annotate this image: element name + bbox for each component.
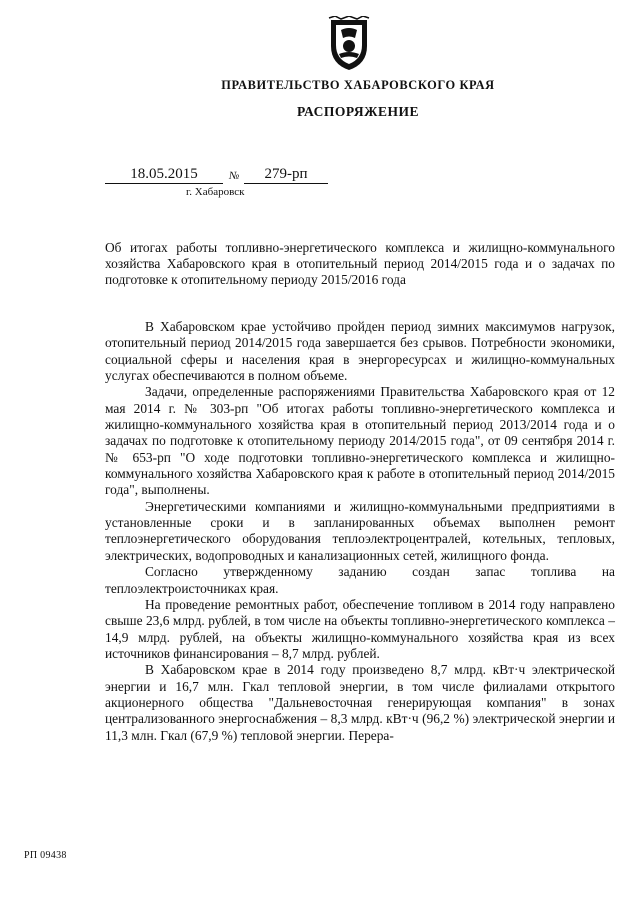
paragraph: Согласно утвержденному заданию создан запас топлива на теплоэлектроисточниках края.: [105, 564, 615, 596]
paragraph: Энергетическими компаниями и жилищно-коммунальными предприятиями в установленные сроки и в запланированных объемах выполнен ремонт теплоэнергетического оборудования теплоэлектроцентралей, котельных, тепловых, электрических, водопроводных и канализационных сетей, жилищного фонда.: [105, 498, 615, 563]
document-date: 18.05.2015: [105, 166, 223, 184]
paragraph: На проведение ремонтных работ, обеспечение топливом в 2014 году направлено свыше 23,6 млрд. рублей, в том числе на объекты топливно-энергетического комплекса – 14,9 млрд. рублей, на объекты жилищно-коммунального хозяйства края из всех источников финансирования – 8,7 млрд. рублей.: [105, 596, 615, 661]
paragraph: Задачи, определенные распоряжениями Правительства Хабаровского края от 12 мая 2014 г. № 303-рп "Об итогах работы топливно-энергетического комплекса и жилищно-коммунального хозяйства края в отопительный период 2013/2014 года и о задачах по подготовке к отопительному периоду 2014/2015 года", от 09 сентября 2014 г. № 653-рп "О ходе подготовки топливно-энергетического комплекса и жилищно-коммунального хозяйства Хабаровского края к работе в отопительный период 2014/2015 года", выполнены.: [105, 384, 615, 498]
number-sign: №: [229, 170, 240, 182]
footer-code: РП 09438: [24, 850, 67, 861]
document-body: [105, 319, 615, 744]
paragraph: В Хабаровском крае в 2014 году произведено 8,7 млрд. кВт·ч электрической энергии и 16,7 млн. Гкал тепловой энергии, в том числе филиалами открытого акционерного общества "Дальневосточная генерирующая компания" в зонах централизованного энергоснабжения – 8,3 млрд. кВт·ч (96,2 %) электрической энергии и 11,3 млн. Гкал (67,9 %) тепловой энергии. Перера-: [105, 662, 615, 743]
document-subject: Об итогах работы топливно-энергетического комплекса и жилищно-коммунального хозяйства Хабаровского края в отопительный период 2014/2015 года и о задачах по подготовке к отопительному периоду 2015/2016 года: [105, 240, 615, 287]
coat-of-arms-icon: [327, 16, 371, 72]
document-type: РАСПОРЯЖЕНИЕ: [296, 104, 420, 119]
document-city: г. Хабаровск: [186, 186, 245, 198]
government-title: ПРАВИТЕЛЬСТВО ХАБАРОВСКОГО КРАЯ: [221, 78, 495, 92]
paragraph: В Хабаровском крае устойчиво пройден период зимних максимумов нагрузок, отопительный период 2014/2015 года завершается без срывов. Потребности экономики, социальной сферы и населения края в энергоресурсах и жилищно-коммунальных услугах обеспечиваются в полном объеме.: [105, 319, 615, 384]
document-number: 279-рп: [244, 166, 328, 184]
